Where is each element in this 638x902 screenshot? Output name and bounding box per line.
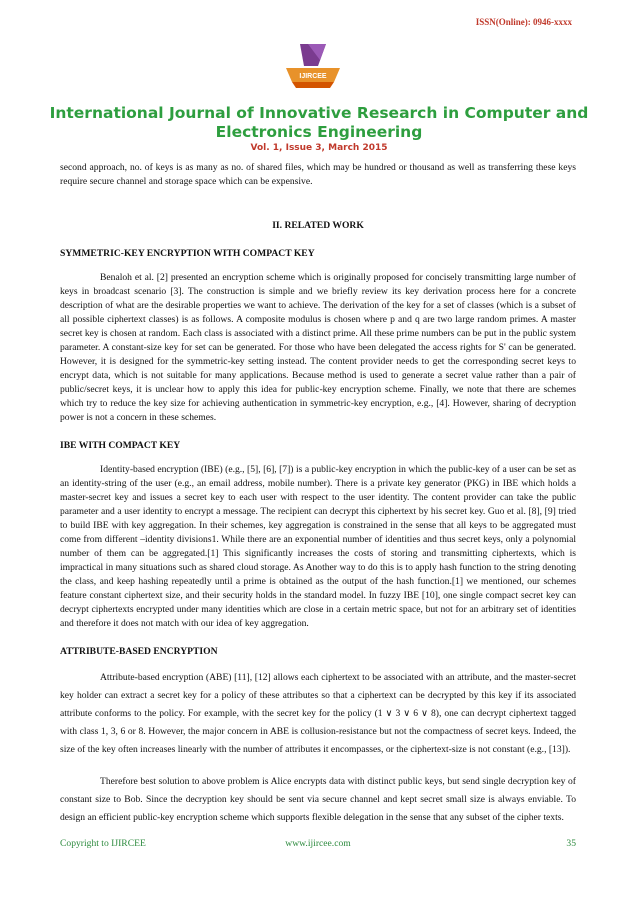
paragraph-symmetric: Benaloh et al. [2] presented an encryption scheme which is originally proposed for concisely transmitting large number of keys in broadcast scenario [3]. The construction is simple and we briefly review its key derivation process here for a concrete description of what are the desirable properties we want to achieve. The derivation of the key for a set of classes (which is a subset of all possible ciphertext classes) is as follows. A composite modulus is chosen where p and q are two large random primes. A master secret key is chosen at random. Each class is associated with a distinct prime. All these prime numbers can be put in the public system parameter. A constant-size key for set can be generated. For those who have been delegated the access rights for S' can be generated. However, it is designed for the symmetric-key setting instead. The content provider needs to get the corresponding secret keys to encrypt data, which is not suitable for many applications. Because method is used to generate a secret value rather than a pair of public/secret keys, it is unclear how to apply this idea for public-key encryption scheme. Finally, we note that there are schemes which try to reduce the key size for achieving authentication in symmetric-key encryption, e.g., [4]. However, sharing of decryption power is not a concern in these schemes.: [60, 272, 576, 423]
journal-title: International Journal of Innovative Research in Computer and Electronics Engineering: [49, 104, 589, 141]
paragraph-abe: Attribute-based encryption (ABE) [11], [12] allows each ciphertext to be associated with an attribute, and the master-secret key holder can extract a secret key for a policy of these attributes so that a ciphertext can be decrypted by this key if its associated attribute conforms to the policy. For example, with the secret key for the policy (1 ∨ 3 ∨ 6 ∨ 8), one can decrypt ciphertext tagged with class 1, 3, 6 or 8. However, the major concern in ABE is collusion-resistance but not the compactness of secret keys. Indeed, the size of the key often increases linearly with the number of attributes it encompasses, or the ciphertext-size is not constant (e.g., [13]).: [60, 672, 576, 755]
journal-volume: Vol. 1, Issue 3, March 2015: [250, 143, 388, 153]
subsection-title-ibe: IBE WITH COMPACT KEY: [60, 440, 181, 451]
logo-icon: [278, 42, 348, 90]
footer-website[interactable]: www.ijircee.com: [285, 838, 351, 849]
section-title: II. RELATED WORK: [272, 220, 364, 231]
footer-page-number: 35: [566, 838, 576, 849]
paragraph-ibe: Identity-based encryption (IBE) (e.g., [5], [6], [7]) is a public-key encryption in which the public-key of a user can be set as an identity-string of the user (e.g., an email address, mobile number). There is a private key generator (PKG) in IBE which holds a master-secret key and issues a secret key to each user with respect to the user identity. The content provider can take the public parameter and a user identity to encrypt a message. The recipient can decrypt this ciphertext by his secret key. Guo et al. [8], [9] tried to build IBE with key aggregation. In their schemes, key aggregation is constrained in the sense that all keys to be aggregated must come from different –identity divisions1. While there are an exponential number of identities and thus secret keys, only a polynomial number of them can be aggregated.[1] This significantly increases the costs of storing and transmitting ciphertexts, which is impractical in many situations such as shared cloud storage. As Another way to do this is to apply hash function to the string denoting the class, and keep hashing repeatedly until a prime is obtained as the output of the hash function.[1] we mentioned, our schemes feature constant ciphertext size, and their security holds in the standard model. In fuzzy IBE [10], one single compact secret key can decrypt ciphertexts encrypted under many identities which are close in a certain metric space, but not for an arbitrary set of identities and therefore it does not match with our idea of key aggregation.: [60, 464, 576, 629]
issn-label: ISSN(Online): 0946-xxxx: [475, 17, 572, 27]
article-body: [60, 161, 576, 827]
paragraph-conclusion: Therefore best solution to above problem is Alice encrypts data with distinct public keys, but send single decryption key of constant size to Bob. Since the decryption key should be sent via secure channel and kept secret small size is always enviable. To design an efficient public-key encryption scheme which supports flexible delegation in the sense that any subset of the cipher texts.: [60, 776, 576, 823]
journal-logo: [278, 42, 348, 90]
intro-paragraph: second approach, no. of keys is as many as no. of shared files, which may be hundred or thousand as well as transferring these keys require secure channel and storage space which can be expensive.: [60, 162, 576, 187]
abe-block: [60, 669, 576, 827]
subsection-title-abe: ATTRIBUTE-BASED ENCRYPTION: [60, 646, 218, 657]
subsection-title-symmetric: SYMMETRIC-KEY ENCRYPTION WITH COMPACT KEY: [60, 248, 315, 259]
footer-copyright: Copyright to IJIRCEE: [60, 838, 146, 849]
logo-text: IJIRCEE: [299, 73, 327, 80]
